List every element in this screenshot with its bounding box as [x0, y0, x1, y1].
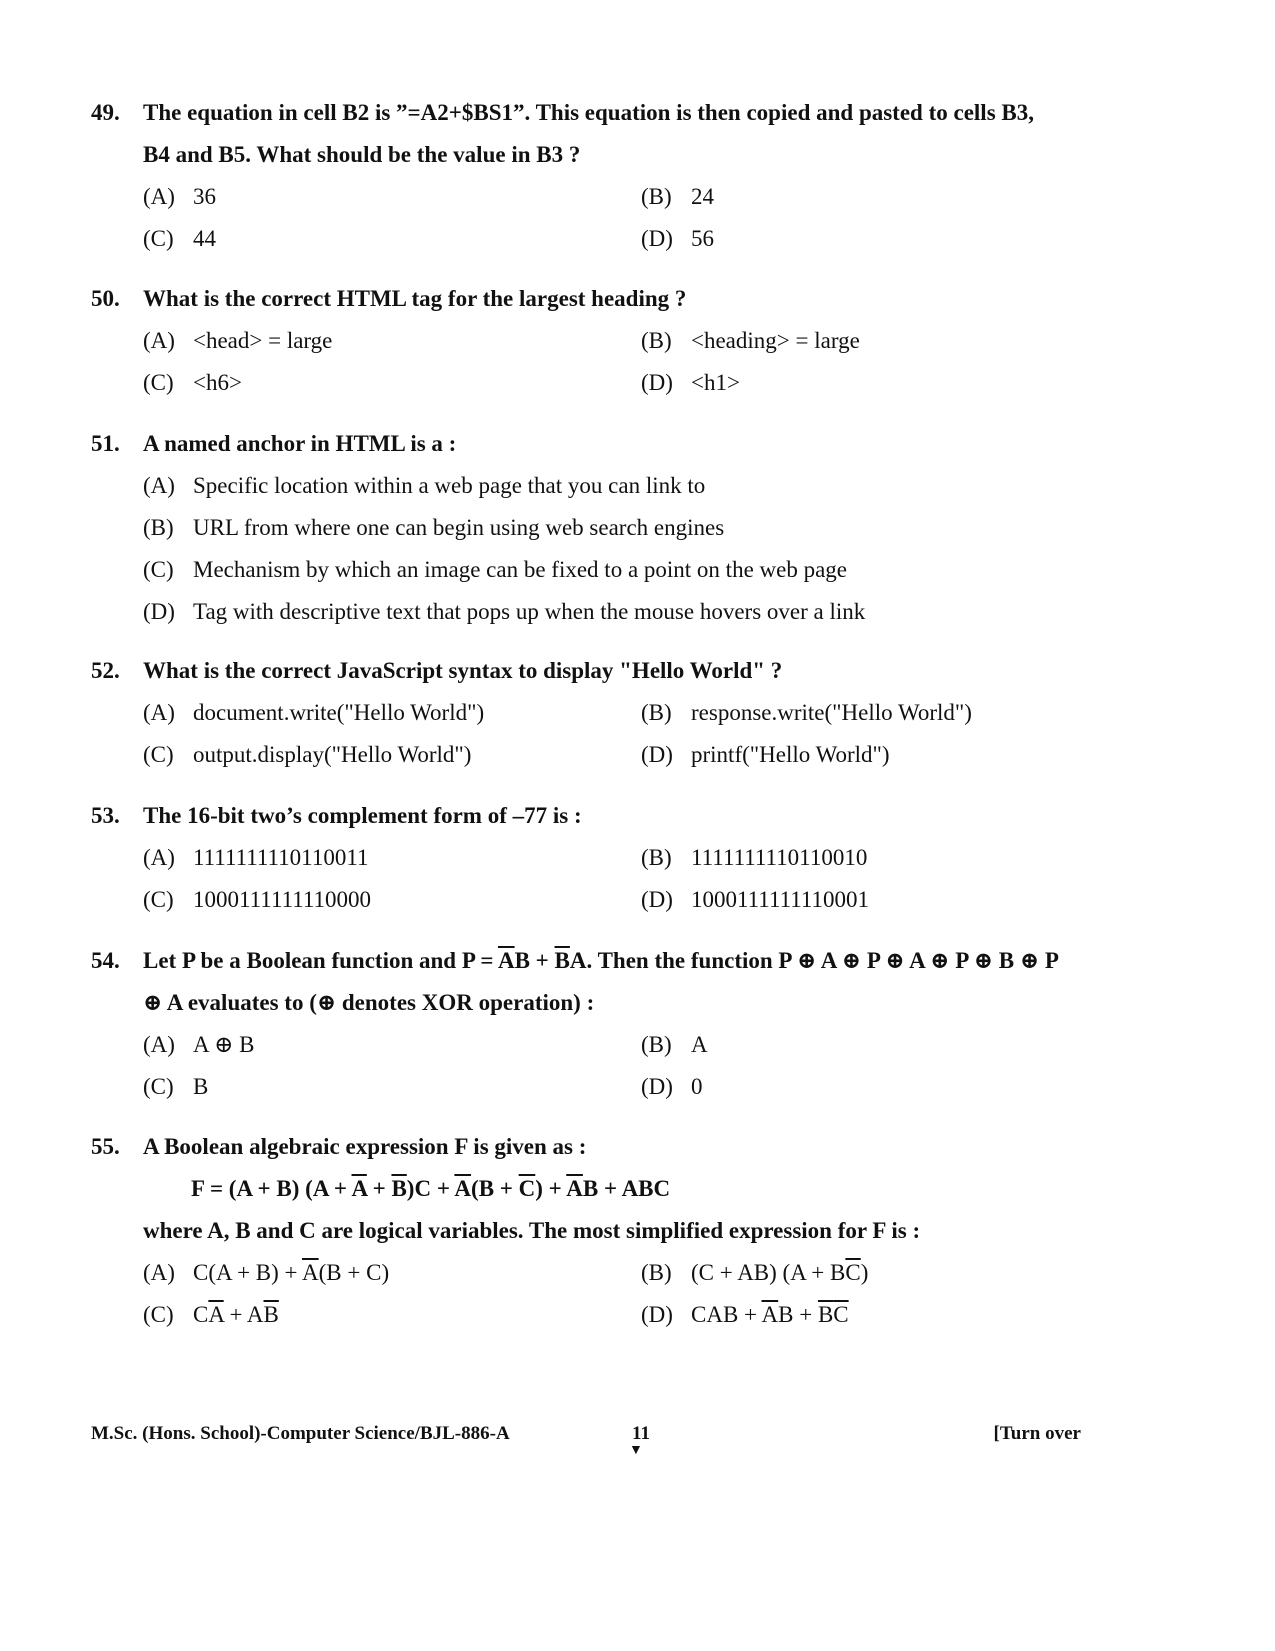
option-letter: (D)	[641, 742, 673, 767]
option-text: Mechanism by which an image can be fixed to a point on the web page	[193, 557, 848, 582]
option-letter: (C)	[143, 742, 174, 767]
option-letter: (B)	[641, 845, 672, 870]
option-c	[143, 734, 471, 776]
option-text: A ⊕ B	[193, 1032, 255, 1057]
overline-variable: $\overline{C}$	[518, 1176, 536, 1201]
option-text: 1111111110110011	[193, 845, 369, 870]
option-row	[91, 1252, 1151, 1294]
option-letter: (C)	[143, 1302, 174, 1327]
down-arrow-icon: ▼	[629, 1443, 643, 1458]
text-fragment: Let P be a Boolean function and P =	[143, 948, 498, 973]
question-line	[91, 1126, 1151, 1168]
overline-variable: $\overline{B}$	[554, 948, 570, 973]
option-text	[193, 1302, 279, 1327]
option-letter: (D)	[641, 226, 673, 251]
page-number: 11	[632, 1423, 650, 1444]
option-letter: (C)	[143, 887, 174, 912]
overline-variable: $\overline{A}$	[208, 1302, 224, 1327]
text-fragment: F = (A + B) (A +	[191, 1176, 352, 1201]
question-49	[91, 92, 1151, 260]
text-fragment: + A	[223, 1302, 264, 1327]
option-row	[91, 879, 1151, 921]
option-text: B	[193, 1074, 209, 1099]
option-text: 24	[691, 184, 714, 209]
option-b	[641, 692, 972, 734]
option-row	[91, 507, 1151, 549]
page-footer	[91, 1423, 1081, 1458]
overline-variable: $\overline{B}$	[263, 1302, 279, 1327]
option-row	[91, 692, 1151, 734]
question-51	[91, 423, 1151, 633]
option-letter: (B)	[641, 700, 672, 725]
option-b	[143, 507, 724, 549]
question-text: ⊕ A evaluates to (⊕ denotes XOR operation) :	[143, 990, 595, 1015]
text-fragment: A. Then the function P ⊕ A ⊕ P ⊕ A ⊕ P ⊕ B ⊕ P	[569, 948, 1059, 973]
option-text	[691, 1302, 849, 1327]
option-text: Specific location within a web page that you can link to	[193, 473, 706, 498]
text-fragment: B +	[778, 1302, 818, 1327]
option-letter: (A)	[143, 328, 175, 353]
footer-course-code: M.Sc. (Hons. School)-Computer Science/BJL-886-A	[91, 1423, 510, 1444]
option-c	[143, 218, 216, 260]
option-b	[641, 837, 867, 879]
text-fragment: B + ABC	[582, 1176, 671, 1201]
option-a	[143, 1024, 254, 1066]
option-text: response.write("Hello World")	[691, 700, 972, 725]
option-a	[143, 320, 332, 362]
option-letter: (C)	[143, 557, 174, 582]
option-letter: (A)	[143, 184, 175, 209]
question-line	[91, 423, 1151, 465]
overline-variable: $\overline{C}$	[833, 1302, 849, 1327]
option-text	[193, 1260, 389, 1285]
text-fragment: (C + AB) (A + B	[691, 1260, 846, 1285]
overline-variable: $\overline{A}$	[761, 1302, 779, 1327]
question-text: B4 and B5. What should be the value in B3 ?	[143, 142, 581, 167]
option-row	[91, 1066, 1151, 1108]
formula-text	[191, 1168, 670, 1210]
option-text: output.display("Hello World")	[193, 742, 472, 767]
option-letter: (D)	[641, 1302, 673, 1327]
question-53	[91, 795, 1151, 921]
question-text: A Boolean algebraic expression F is given as :	[143, 1134, 587, 1159]
question-line	[91, 650, 1151, 692]
option-a	[143, 465, 705, 507]
option-letter: (B)	[641, 328, 672, 353]
option-a	[143, 1252, 389, 1294]
option-a	[143, 837, 368, 879]
overline-variable: $\overline{A}$	[302, 1260, 319, 1285]
options	[91, 1252, 1151, 1336]
options	[91, 692, 1151, 776]
question-text	[143, 940, 1059, 982]
option-letter: (B)	[641, 184, 672, 209]
question-text: What is the correct JavaScript syntax to display "Hello World" ?	[143, 658, 783, 683]
overline-variable: $\overline{A}$	[566, 1176, 583, 1201]
question-50	[91, 278, 1151, 404]
option-letter: (C)	[143, 226, 174, 251]
option-row	[91, 320, 1151, 362]
options	[91, 1024, 1151, 1108]
text-fragment: CAB +	[691, 1302, 762, 1327]
question-text: The 16-bit two’s complement form of –77 is :	[143, 803, 582, 828]
option-text: <heading> = large	[691, 328, 860, 353]
option-text: 44	[193, 226, 216, 251]
option-letter: (B)	[641, 1032, 672, 1057]
option-b	[641, 1024, 708, 1066]
option-a	[143, 176, 216, 218]
option-text: A	[691, 1032, 708, 1057]
option-text: 56	[691, 226, 714, 251]
option-text: Tag with descriptive text that pops up when the mouse hovers over a link	[193, 599, 866, 624]
option-row	[91, 591, 1151, 633]
question-line	[91, 278, 1151, 320]
option-c	[143, 549, 847, 591]
option-row	[91, 362, 1151, 404]
text-fragment: )C +	[406, 1176, 455, 1201]
text-fragment: C(A + B) +	[193, 1260, 303, 1285]
question-text: What is the correct HTML tag for the largest heading ?	[143, 286, 687, 311]
option-letter: (B)	[143, 515, 174, 540]
question-54	[91, 940, 1151, 1108]
option-d	[641, 1066, 703, 1108]
option-b	[641, 1252, 868, 1294]
option-row	[91, 549, 1151, 591]
option-letter: (C)	[143, 1074, 174, 1099]
options	[91, 176, 1151, 260]
option-letter: (C)	[143, 370, 174, 395]
overline-variable: $\overline{A}$	[454, 1176, 472, 1201]
option-row	[91, 837, 1151, 879]
option-row	[91, 176, 1151, 218]
option-text: 0	[691, 1074, 703, 1099]
option-text: <h6>	[193, 370, 242, 395]
option-d	[641, 362, 740, 404]
question-line	[91, 795, 1151, 837]
option-text: document.write("Hello World")	[193, 700, 485, 725]
option-text: 1000111111110000	[193, 887, 372, 912]
option-letter: (D)	[143, 599, 175, 624]
option-row	[91, 1294, 1151, 1336]
option-letter: (A)	[143, 700, 175, 725]
overline-variable: $\overline{B}$	[391, 1176, 407, 1201]
option-letter: (A)	[143, 1260, 175, 1285]
text-fragment: C	[193, 1302, 209, 1327]
overline-variable: $\overline{A}$	[497, 948, 515, 973]
option-d	[641, 218, 714, 260]
option-row	[91, 465, 1151, 507]
option-letter: (A)	[143, 845, 175, 870]
option-text: 36	[193, 184, 216, 209]
option-d	[143, 591, 865, 633]
text-fragment: B +	[514, 948, 555, 973]
option-text: <head> = large	[193, 328, 333, 353]
option-text: 1111111110110010	[691, 845, 868, 870]
question-number: 51.	[91, 431, 120, 456]
overline-variable: $\overline{C}$	[845, 1260, 861, 1285]
option-letter: (A)	[143, 473, 175, 498]
options	[91, 465, 1151, 633]
question-text: where A, B and C are logical variables. The most simplified expression for F is :	[143, 1218, 921, 1243]
overline-variable: $\overline{A}$	[351, 1176, 367, 1201]
option-letter: (B)	[641, 1260, 672, 1285]
question-text: The equation in cell B2 is ”=A2+$BS1”. This equation is then copied and pasted to cells B3,	[143, 100, 1034, 125]
option-d	[641, 879, 869, 921]
option-b	[641, 176, 714, 218]
option-text: 1000111111110001	[691, 887, 870, 912]
option-d	[641, 1294, 849, 1336]
options	[91, 320, 1151, 404]
option-row	[91, 734, 1151, 776]
option-letter: (D)	[641, 1074, 673, 1099]
overline-variable: $\overline{B}$	[817, 1302, 834, 1327]
question-number: 49.	[91, 100, 120, 125]
text-fragment: (B +	[471, 1176, 519, 1201]
option-text: printf("Hello World")	[691, 742, 890, 767]
option-row	[91, 1024, 1151, 1066]
question-line	[91, 134, 1151, 176]
text-fragment: (B + C)	[318, 1260, 390, 1285]
option-c	[143, 1294, 279, 1336]
option-c	[143, 1066, 208, 1108]
option-b	[641, 320, 860, 362]
question-line	[91, 1210, 1151, 1252]
question-55	[91, 1126, 1151, 1336]
question-number: 54.	[91, 948, 120, 973]
option-text: URL from where one can begin using web search engines	[193, 515, 725, 540]
option-a	[143, 692, 484, 734]
question-text: A named anchor in HTML is a :	[143, 431, 457, 456]
question-number: 55.	[91, 1134, 120, 1159]
option-c	[143, 362, 242, 404]
question-number: 53.	[91, 803, 120, 828]
text-fragment: ) +	[535, 1176, 567, 1201]
formula	[91, 1168, 1151, 1210]
question-52	[91, 650, 1151, 776]
option-letter: (D)	[641, 887, 673, 912]
question-number: 50.	[91, 286, 120, 311]
option-c	[143, 879, 371, 921]
turn-over-label: [Turn over	[993, 1423, 1081, 1444]
text-fragment: )	[860, 1260, 869, 1285]
option-letter: (A)	[143, 1032, 175, 1057]
question-line	[91, 940, 1151, 982]
question-line	[91, 982, 1151, 1024]
option-text	[691, 1260, 868, 1285]
question-line	[91, 92, 1151, 134]
text-fragment: +	[366, 1176, 392, 1201]
question-number: 52.	[91, 658, 120, 683]
option-d	[641, 734, 890, 776]
option-row	[91, 218, 1151, 260]
option-letter: (D)	[641, 370, 673, 395]
options	[91, 837, 1151, 921]
option-text: <h1>	[691, 370, 740, 395]
